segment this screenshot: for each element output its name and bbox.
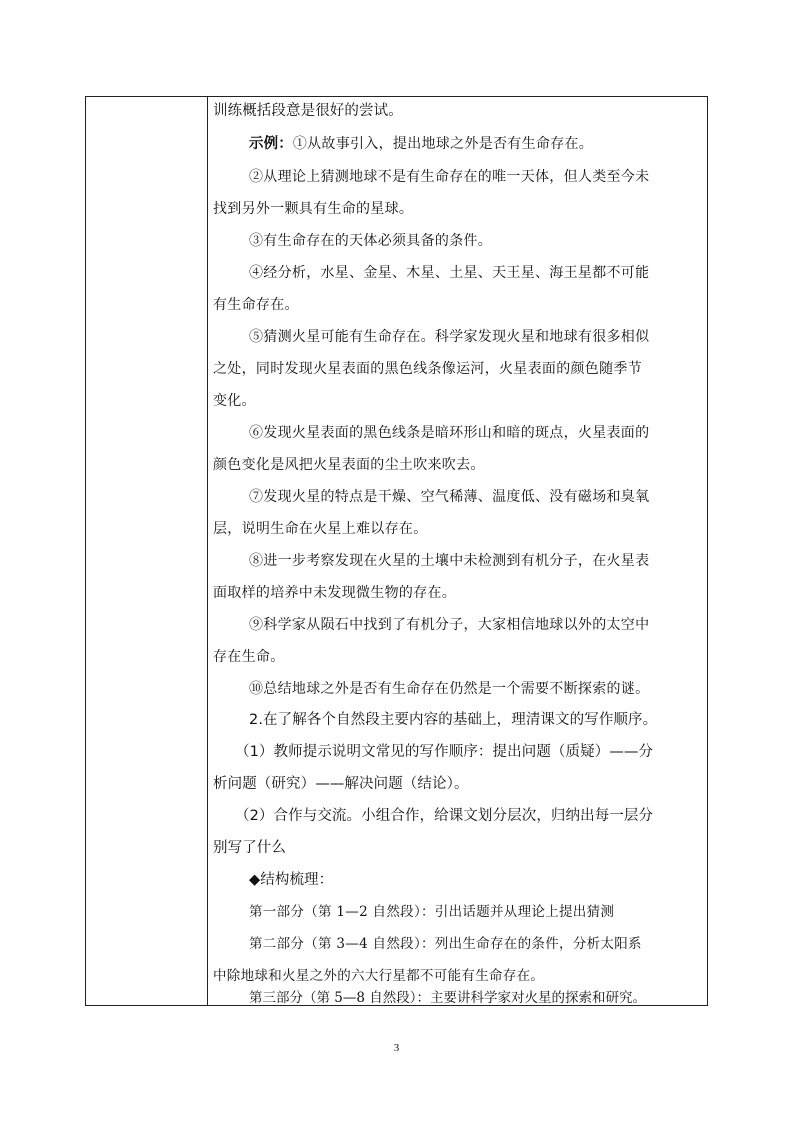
text-line: ⑦发现火星的特点是干燥、空气稀薄、温度低、没有磁场和臭氧 bbox=[249, 489, 650, 505]
text-line: 示例：①从故事引入，提出地球之外是否有生命存在。 bbox=[249, 136, 594, 152]
text-line: 2.在了解各个自然段主要内容的基础上，理清课文的写作顺序。 bbox=[249, 712, 658, 728]
text-line: ⑧进一步考察发现在火星的土壤中未检测到有机分子，在火星表 bbox=[249, 553, 650, 569]
text-line: 面取样的培养中未发现微生物的存在。 bbox=[213, 585, 457, 601]
content-cell bbox=[209, 97, 705, 1005]
text-line: （1）教师提示说明文常见的写作顺序：提出问题（质疑）——分 bbox=[235, 744, 654, 760]
text-line: 变化。 bbox=[213, 393, 256, 409]
text-line: ③有生命存在的天体必须具备的条件。 bbox=[249, 233, 493, 249]
example-label: 示例： bbox=[249, 136, 293, 152]
text-line: ⑩总结地球之外是否有生命存在仍然是一个需要不断探索的谜。 bbox=[249, 681, 650, 697]
text-line: 颜色变化是风把火星表面的尘土吹来吹去。 bbox=[213, 457, 485, 473]
text-line: 有生命存在。 bbox=[213, 297, 299, 313]
page-number: 3 bbox=[393, 1042, 400, 1054]
left-column-cell bbox=[86, 97, 207, 1005]
text-line: 之处，同时发现火星表面的黑色线条像运河，火星表面的颜色随季节 bbox=[213, 361, 642, 377]
text-line: （2）合作与交流。小组合作，给课文划分层次，归纳出每一层分 bbox=[235, 808, 654, 824]
text-line: 训练概括段意是很好的尝试。 bbox=[213, 103, 403, 119]
text-line: 存在生命。 bbox=[213, 649, 285, 665]
text-line: 第二部分（第 3—4 自然段）：列出生命存在的条件，分析太阳系 bbox=[249, 936, 642, 952]
text-line: 别写了什么 bbox=[213, 840, 286, 856]
text-line: 析问题（研究）——解决问题（结论）。 bbox=[213, 776, 469, 792]
text-line: 第一部分（第 1—2 自然段）：引出话题并从理论上提出猜测 bbox=[249, 904, 615, 920]
text-line: 找到另外一颗具有生命的星球。 bbox=[213, 201, 414, 217]
text-line: 第三部分（第 5—8 自然段）：主要讲科学家对火星的探索和研究。 bbox=[249, 990, 647, 1006]
text-line: ⑨科学家从陨石中找到了有机分子，大家相信地球以外的太空中 bbox=[249, 617, 650, 633]
column-divider bbox=[207, 97, 208, 1005]
text-line: ⑤猜测火星可能有生命存在。科学家发现火星和地球有很多相似 bbox=[249, 329, 650, 345]
lesson-table bbox=[85, 96, 708, 1006]
text-line: 层，说明生命在火星上难以存在。 bbox=[213, 521, 428, 537]
text-line: ④经分析，水星、金星、木星、土星、天王星、海王星都不可能 bbox=[249, 265, 650, 281]
text-line: ⑥发现火星表面的黑色线条是暗环形山和暗的斑点，火星表面的 bbox=[249, 425, 650, 441]
text-line: ◆结构梳理： bbox=[249, 872, 334, 888]
text-line: ②从理论上猜测地球不是有生命存在的唯一天体，但人类至今未 bbox=[249, 169, 650, 185]
text-line: 中除地球和火星之外的六大行星都不可能有生命存在。 bbox=[213, 968, 545, 984]
